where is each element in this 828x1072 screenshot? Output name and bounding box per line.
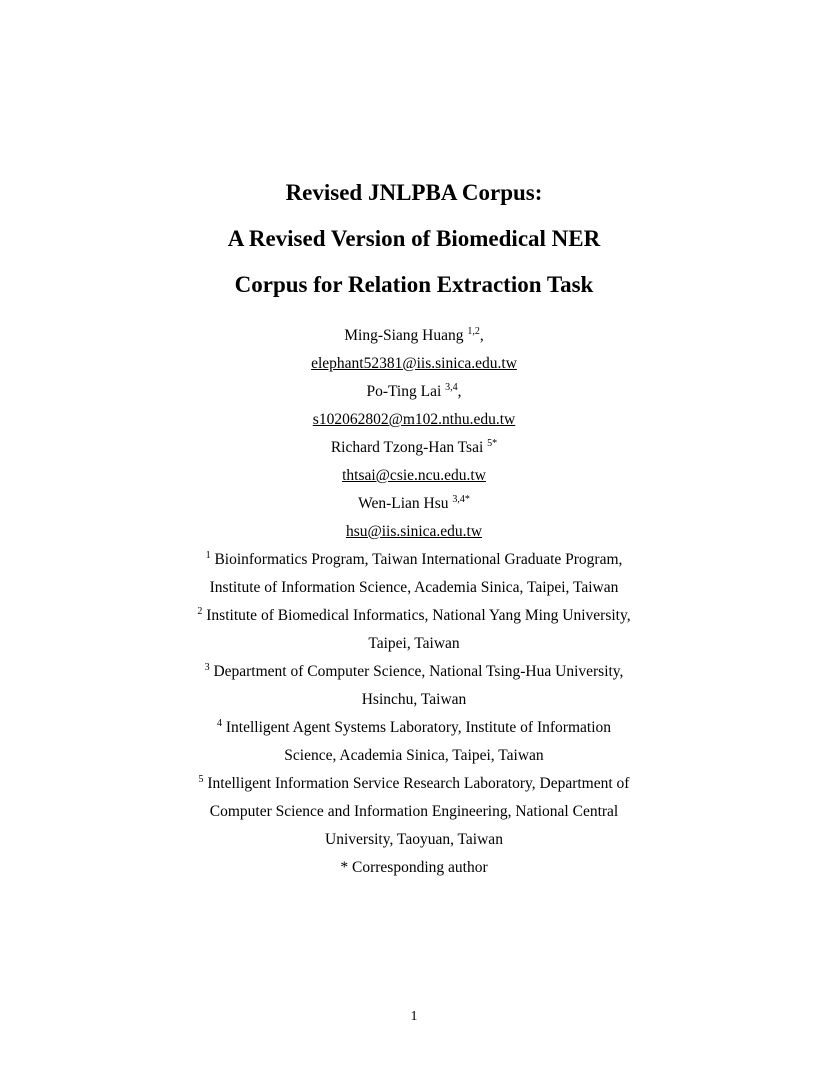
affiliation-text: University, Taoyuan, Taiwan: [325, 831, 503, 848]
author-name: Wen-Lian Hsu: [358, 495, 449, 512]
affiliation-line: [0, 574, 828, 602]
affiliation-text: Computer Science and Information Engineering, National Central: [209, 803, 619, 820]
author-line: [0, 434, 828, 462]
author-email-link[interactable]: elephant52381@iis.sinica.edu.tw: [311, 355, 517, 372]
author-email-line: [0, 462, 828, 490]
author-line: [0, 490, 828, 518]
author-affiliation-marker: 1,2: [467, 326, 480, 337]
author-name: Po-Ting Lai: [366, 383, 442, 400]
affiliation-number: 4: [217, 718, 222, 729]
affiliation-number: 5: [198, 774, 204, 785]
affiliation-number: 3: [204, 662, 210, 673]
author-line: [0, 378, 828, 406]
affiliation-line: [0, 546, 828, 574]
author-name: Ming-Siang Huang: [344, 327, 464, 344]
affiliation-text: Taipei, Taiwan: [368, 635, 460, 652]
affiliation-text: Department of Computer Science, National Tsing-Hua University,: [213, 663, 624, 680]
author-name: Richard Tzong-Han Tsai: [330, 439, 484, 456]
affiliation-line: [0, 686, 828, 714]
author-separator: ,: [457, 383, 462, 400]
affiliation-text: Institute of Information Science, Academia Sinica, Taipei, Taiwan: [209, 579, 619, 596]
affiliation-text: Institute of Biomedical Informatics, National Yang Ming University,: [206, 607, 631, 624]
affiliation-text: Hsinchu, Taiwan: [361, 691, 467, 708]
page-number: 1: [410, 1009, 418, 1024]
affiliation-line: [0, 658, 828, 686]
affiliation-line: [0, 630, 828, 658]
author-email-line: [0, 406, 828, 434]
title-line: Revised JNLPBA Corpus:: [285, 180, 543, 205]
corresponding-author-note: * Corresponding author: [340, 859, 488, 876]
author-email-link[interactable]: s102062802@m102.nthu.edu.tw: [312, 411, 516, 428]
affiliation-number: 2: [197, 606, 203, 617]
author-line: [0, 322, 828, 350]
affiliation-number: 1: [205, 550, 211, 561]
affiliation-text: Science, Academia Sinica, Taipei, Taiwan: [284, 747, 544, 764]
affiliation-line: [0, 714, 828, 742]
author-affiliation-marker: 3,4: [445, 382, 458, 393]
author-separator: ,: [479, 327, 484, 344]
author-email-line: [0, 518, 828, 546]
title-line: Corpus for Relation Extraction Task: [234, 272, 594, 297]
title-line: A Revised Version of Biomedical NER: [227, 226, 601, 251]
affiliation-text: Intelligent Information Service Research Laboratory, Department of: [207, 775, 630, 792]
affiliation-line: [0, 770, 828, 798]
affiliation-line: [0, 742, 828, 770]
affiliation-line: [0, 798, 828, 826]
affiliation-line: [0, 602, 828, 630]
author-affiliation-marker: 3,4*: [452, 494, 470, 505]
author-email-link[interactable]: hsu@iis.sinica.edu.tw: [345, 523, 483, 540]
affiliation-text: Intelligent Agent Systems Laboratory, Institute of Information: [225, 719, 611, 736]
author-block: [0, 322, 828, 882]
author-email-link[interactable]: thtsai@csie.ncu.edu.tw: [342, 467, 486, 484]
affiliation-line: [0, 826, 828, 854]
paper-title: [0, 170, 828, 308]
affiliation-text: Bioinformatics Program, Taiwan International Graduate Program,: [214, 551, 623, 568]
author-email-line: [0, 350, 828, 378]
author-affiliation-marker: 5*: [487, 438, 498, 449]
